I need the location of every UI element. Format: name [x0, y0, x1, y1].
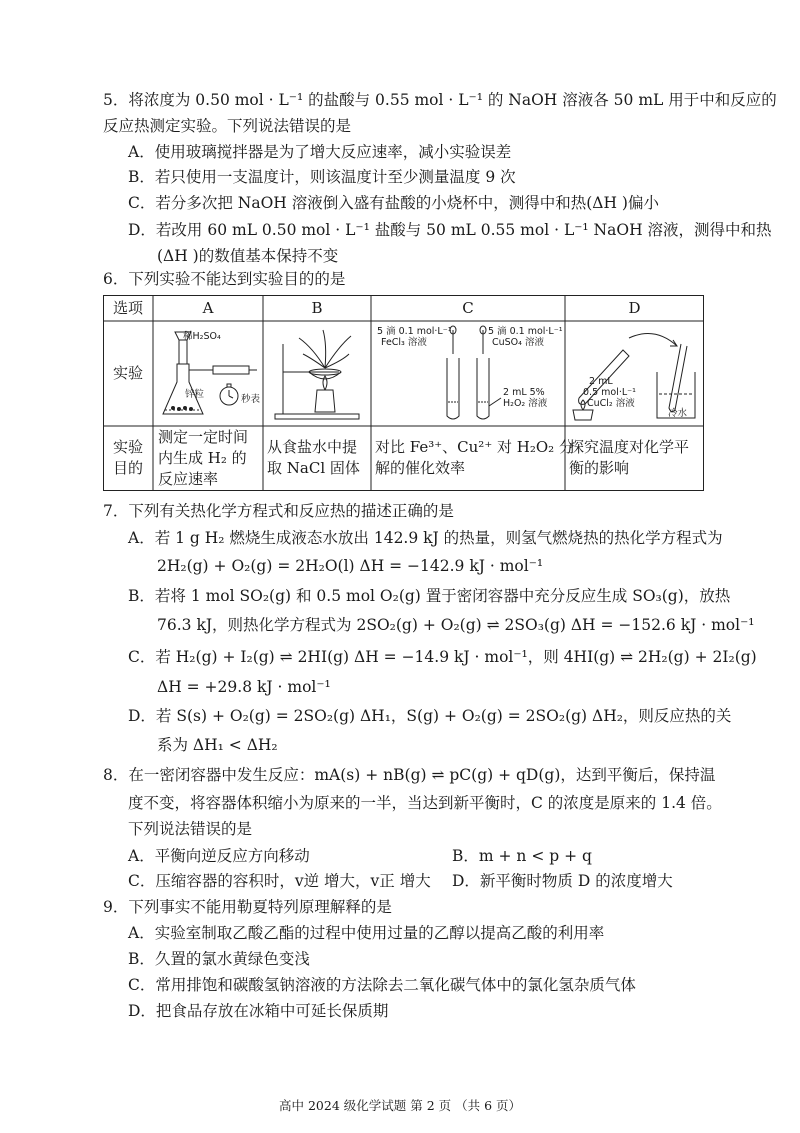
row-label-purpose-1: 实验	[112, 438, 143, 456]
page-footer: 高中 2024 级化学试题 第 2 页 （共 6 页）	[278, 1098, 521, 1113]
q8-stem-line3: 下列说法错误的是	[128, 820, 253, 838]
q5-option-d-line1: D．若改用 60 mL 0.50 mol · L⁻¹ 盐酸与 50 mL 0.55 mol · L⁻¹ NaOH 溶液，测得中和热	[128, 221, 772, 239]
purpose-b-line2: 取 NaCl 固体	[267, 459, 360, 477]
purpose-c-line2: 解的催化效率	[375, 459, 466, 477]
label-h2o2: H₂O₂ 溶液	[503, 398, 548, 409]
q8-option-b: B．m + n < p + q	[452, 847, 592, 865]
q8-stem-line1: 8．在一密闭容器中发生反应：mA(s) + nB(g) ⇌ pC(g) + qD(g)，达到平衡后，保持温	[103, 766, 716, 784]
q6-stem: 6．下列实验不能达到实验目的的是	[103, 270, 346, 288]
q5-stem-line2: 反应热测定实验。下列说法错误的是	[103, 117, 352, 135]
q7-option-d-line1: D．若 S(s) + O₂(g) = 2SO₂(g) ΔH₁，S(g) + O₂(g) = 2SO₂(g) ΔH₂，则反应热的关	[128, 707, 732, 725]
purpose-d-line2: 衡的影响	[569, 459, 630, 477]
label-fecl3: FeCl₃ 溶液	[381, 337, 427, 348]
q9-option-b: B．久置的氯水黄绿色变浅	[128, 950, 310, 968]
purpose-b-line1: 从食盐水中提	[267, 438, 358, 456]
label-cucl2: CuCl₂ 溶液	[587, 398, 635, 409]
label-cucl2-volume: 2 mL	[589, 376, 613, 387]
q9-option-a: A．实验室制取乙酸乙酯的过程中使用过量的乙醇以提高乙酸的利用率	[128, 924, 605, 942]
table-header-d: D	[628, 299, 641, 317]
row-label-purpose-2: 目的	[112, 459, 143, 477]
label-dilute-h2so4: 稀H₂SO₄	[183, 331, 221, 342]
purpose-d-line1: 探究温度对化学平	[569, 438, 690, 456]
q7-option-a-equation: 2H₂(g) + O₂(g) = 2H₂O(l) ΔH = −142.9 kJ · mol⁻¹	[157, 557, 544, 575]
q7-option-c-line1: C．若 H₂(g) + I₂(g) ⇌ 2HI(g) ΔH = −14.9 kJ · mol⁻¹，则 4HI(g) ⇌ 2H₂(g) + 2I₂(g)	[128, 648, 757, 666]
table-header-c: C	[462, 299, 474, 317]
row-label-experiment: 实验	[112, 364, 143, 382]
label-cucl2-conc: 0.5 mol·L⁻¹	[583, 387, 636, 398]
q7-option-b-line1: B．若将 1 mol SO₂(g) 和 0.5 mol O₂(g) 置于密闭容器中充分反应生成 SO₃(g)，放热	[128, 587, 731, 605]
q6-experiment-table	[103, 295, 704, 491]
q7-option-a-line1: A．若 1 g H₂ 燃烧生成液态水放出 142.9 kJ 的热量，则氢气燃烧热的热化学方程式为	[128, 529, 723, 547]
q5-option-d-line2: (ΔH )的数值基本保持不变	[157, 247, 339, 265]
purpose-c-line1: 对比 Fe³⁺、Cu²⁺ 对 H₂O₂ 分	[375, 438, 574, 456]
q5-option-a: A．使用玻璃搅拌器是为了增大反应速率，减小实验误差	[128, 143, 512, 161]
purpose-a-line3: 反应速率	[158, 470, 219, 488]
q7-option-d-line2: 系为 ΔH₁ < ΔH₂	[157, 736, 278, 754]
label-cuso4: CuSO₄ 溶液	[492, 337, 544, 348]
label-cold-water: 冷水	[668, 408, 688, 419]
apparatus-b-diagram	[269, 324, 367, 424]
label-zinc: 锌粒	[185, 389, 205, 400]
q8-option-a: A．平衡向逆反应方向移动	[128, 847, 310, 865]
label-fecl3-conc: 5 滴 0.1 mol·L⁻¹	[377, 326, 452, 337]
q7-stem: 7．下列有关热化学方程式和反应热的描述正确的是	[103, 502, 454, 520]
q5-option-b: B．若只使用一支温度计，则该温度计至少测量温度 9 次	[128, 168, 516, 186]
q5-stem-line1: 5．将浓度为 0.50 mol · L⁻¹ 的盐酸与 0.55 mol · L⁻¹ 的 NaOH 溶液各 50 mL 用于中和反应的	[103, 91, 777, 109]
q9-option-d: D．把食品存放在冰箱中可延长保质期	[128, 1002, 389, 1020]
table-header-b: B	[311, 299, 323, 317]
q7-option-b-line2: 76.3 kJ，则热化学方程式为 2SO₂(g) + O₂(g) ⇌ 2SO₃(g) ΔH = −152.6 kJ · mol⁻¹	[157, 616, 755, 634]
q8-option-d: D．新平衡时物质 D 的浓度增大	[452, 872, 673, 890]
q9-stem: 9．下列事实不能用勒夏特列原理解释的是	[103, 898, 392, 916]
purpose-a-line2: 内生成 H₂ 的	[158, 449, 247, 467]
label-stopwatch: 秒表	[241, 394, 261, 405]
q8-stem-line2: 度不变，将容器体积缩小为原来的一半，当达到新平衡时，C 的浓度是原来的 1.4 倍。	[128, 794, 722, 812]
q9-option-c: C．常用排饱和碳酸氢钠溶液的方法除去二氧化碳气体中的氯化氢杂质气体	[128, 976, 636, 994]
table-header-a: A	[202, 299, 214, 317]
table-header-option: 选项	[112, 299, 143, 317]
q8-option-c: C．压缩容器的容积时，v逆 增大，v正 增大	[128, 872, 431, 890]
purpose-a-line1: 测定一定时间	[158, 428, 249, 446]
q5-option-c: C．若分多次把 NaOH 溶液倒入盛有盐酸的小烧杯中，测得中和热(ΔH )偏小	[128, 194, 659, 212]
q7-option-c-line2: ΔH = +29.8 kJ · mol⁻¹	[157, 678, 331, 696]
label-cuso4-conc: 5 滴 0.1 mol·L⁻¹	[488, 326, 563, 337]
label-h2o2-volume: 2 mL 5%	[503, 387, 545, 398]
